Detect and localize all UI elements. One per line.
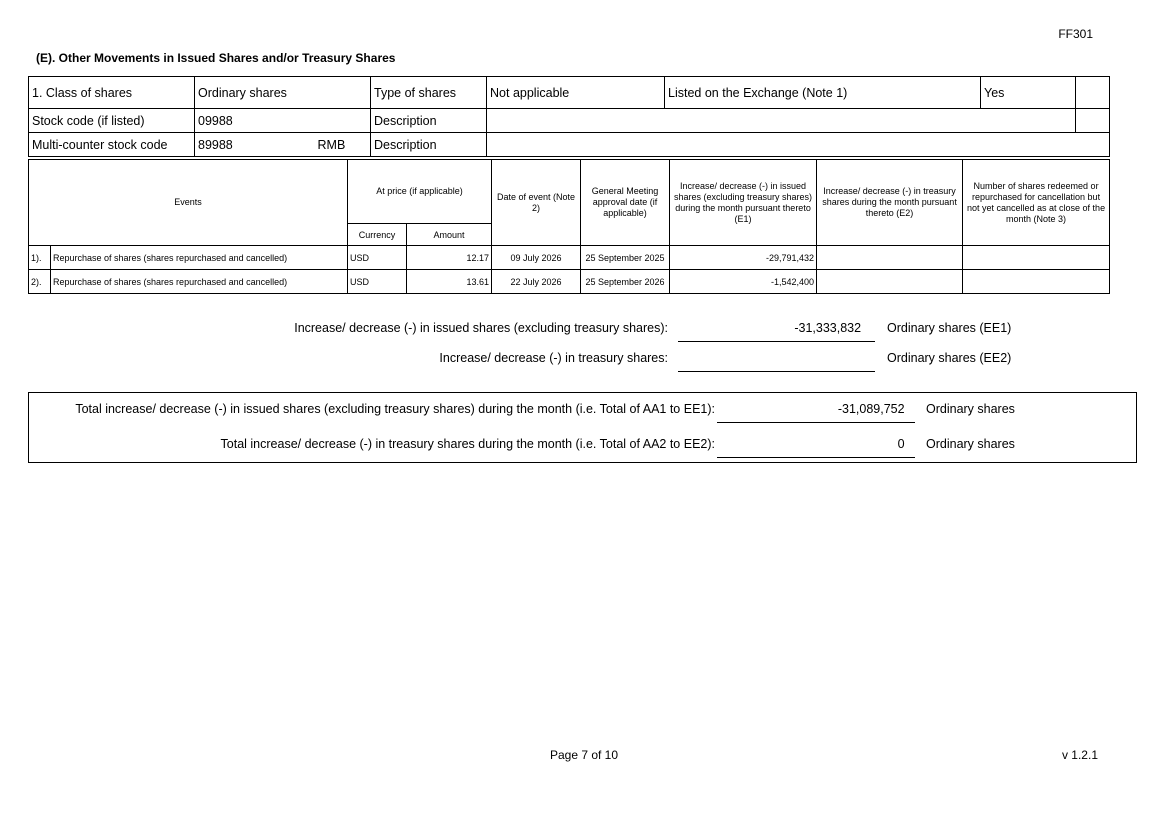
total-treasury-label: Total increase/ decrease (-) in treasury shares during the month (i.e. Total of AA2 to EE2): <box>220 437 715 451</box>
row-e1: -1,542,400 <box>670 270 817 294</box>
listed-empty-cell <box>1076 77 1110 109</box>
class-of-shares-label: 1. Class of shares <box>29 77 195 109</box>
total-issued-label: Total increase/ decrease (-) in issued shares (excluding treasury shares) during the month (i.e. Total of AA1 to EE1): <box>75 402 715 416</box>
row-e2 <box>817 270 963 294</box>
share-info-table <box>28 76 1110 157</box>
total-issued-unit: Ordinary shares <box>926 402 1015 416</box>
header-e2: Increase/ decrease (-) in treasury shares during the month pursuant thereto (E2) <box>817 160 963 246</box>
header-date-of-event: Date of event (Note 2) <box>492 160 581 246</box>
row-event: Repurchase of shares (shares repurchased and cancelled) <box>51 246 348 270</box>
ee1-label: Increase/ decrease (-) in issued shares (excluding treasury shares): <box>294 321 668 335</box>
row-currency: USD <box>348 270 407 294</box>
ee1-unit: Ordinary shares (EE1) <box>887 321 1012 335</box>
class-of-shares-value: Ordinary shares <box>195 77 371 109</box>
version-label: v 1.2.1 <box>1061 748 1098 762</box>
page-number: Page 7 of 10 <box>549 748 619 762</box>
description-label-2: Description <box>371 133 487 157</box>
stock-code-label: Stock code (if listed) <box>29 109 195 133</box>
row-e2 <box>817 246 963 270</box>
row-event: Repurchase of shares (shares repurchased and cancelled) <box>51 270 348 294</box>
section-title: (E). Other Movements in Issued Shares and/or Treasury Shares <box>36 51 396 65</box>
description-label: Description <box>371 109 487 133</box>
multi-counter-label: Multi-counter stock code <box>29 133 195 157</box>
row-currency: USD <box>348 246 407 270</box>
row-gm-date: 25 September 2025 <box>581 246 670 270</box>
ee2-label: Increase/ decrease (-) in treasury shares: <box>439 351 668 365</box>
total-issued-value: -31,089,752 <box>717 402 915 423</box>
total-treasury-value: 0 <box>717 437 915 458</box>
listed-label: Listed on the Exchange (Note 1) <box>665 77 981 109</box>
stock-code-value: 09988 <box>195 109 371 133</box>
header-gm-approval: General Meeting approval date (if applicable) <box>581 160 670 246</box>
row-amount: 13.61 <box>407 270 492 294</box>
row-date: 22 July 2026 <box>492 270 581 294</box>
description-value-2 <box>487 133 1110 157</box>
listed-value: Yes <box>981 77 1076 109</box>
header-amount: Amount <box>407 224 492 246</box>
row-note3 <box>963 246 1110 270</box>
header-events: Events <box>29 160 348 246</box>
row-e1: -29,791,432 <box>670 246 817 270</box>
description-value <box>487 109 1076 133</box>
events-table <box>28 159 1110 294</box>
row-date: 09 July 2026 <box>492 246 581 270</box>
description-empty-cell <box>1076 109 1110 133</box>
header-note3: Number of shares redeemed or repurchased for cancellation but not yet cancelled as at close of the month (Note 3) <box>963 160 1110 246</box>
row-number: 2). <box>29 270 51 294</box>
total-treasury-unit: Ordinary shares <box>926 437 1015 451</box>
row-gm-date: 25 September 2026 <box>581 270 670 294</box>
header-at-price: At price (if applicable) <box>348 160 492 224</box>
header-currency: Currency <box>348 224 407 246</box>
form-code: FF301 <box>1058 27 1093 41</box>
table-row <box>29 246 1110 270</box>
ee1-value: -31,333,832 <box>678 321 875 342</box>
table-row <box>29 270 1110 294</box>
row-amount: 12.17 <box>407 246 492 270</box>
multi-counter-value: 89988 <box>195 133 315 157</box>
row-note3 <box>963 270 1110 294</box>
ee2-value <box>678 351 875 372</box>
type-of-shares-label: Type of shares <box>371 77 487 109</box>
multi-counter-currency: RMB <box>315 133 371 157</box>
type-of-shares-value: Not applicable <box>487 77 665 109</box>
ee2-unit: Ordinary shares (EE2) <box>887 351 1012 365</box>
header-e1: Increase/ decrease (-) in issued shares (excluding treasury shares) during the month pursuant thereto (E1) <box>670 160 817 246</box>
row-number: 1). <box>29 246 51 270</box>
